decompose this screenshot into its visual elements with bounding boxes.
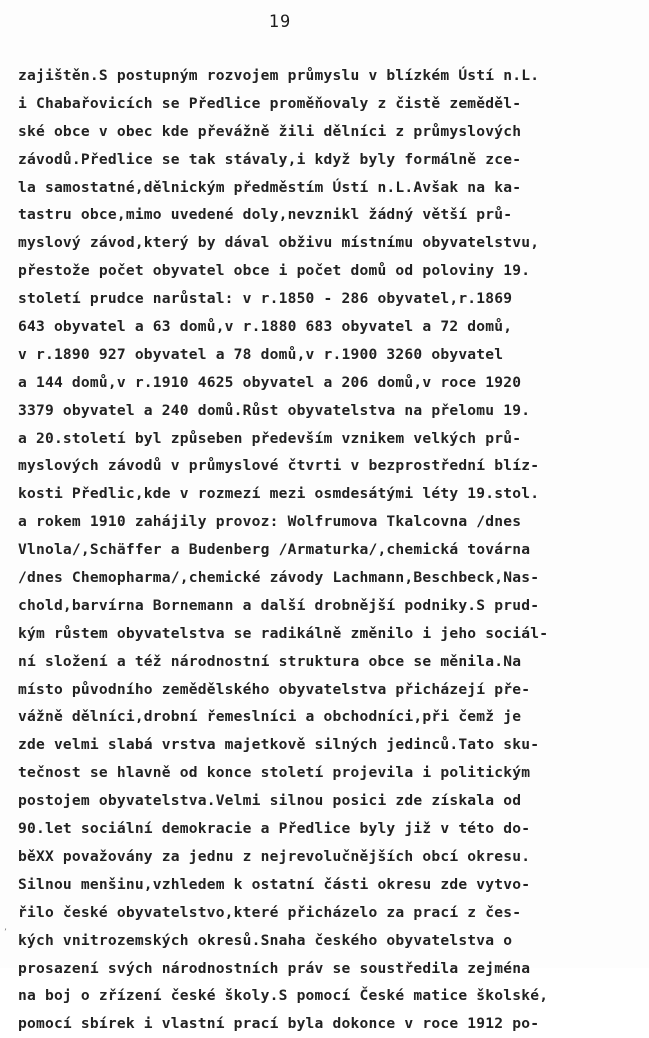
text-line: Vlnola/,Schäffer a Budenberg /Armaturka/,chemická továrna [18,541,531,559]
text-line: řilo české obyvatelstvo,které přicházelo za prací z čes- [18,903,522,921]
text-line: pomocí sbírek i vlastní prací byla dokonce v roce 1912 po- [18,1015,540,1033]
text-line: závodů.Předlice se tak stávaly,i když byly formálně zce- [18,150,522,168]
text-line: tečnost se hlavně od konce století projevila i politickým [18,764,531,782]
text-line: a rokem 1910 zahájily provoz: Wolfrumova Tkalcovna /dnes [18,513,522,531]
text-line: přestože počet obyvatel obce i počet domů od poloviny 19. [18,262,531,280]
text-line: století prudce narůstal: v r.1850 - 286 obyvatel,r.1869 [18,290,513,308]
text-line: /dnes Chemopharma/,chemické závody Lachmann,Beschbeck,Nas- [18,569,540,587]
text-line: kosti Předlic,kde v rozmezí mezi osmdesátými léty 19.stol. [18,485,540,503]
text-line: 3379 obyvatel a 240 domů.Růst obyvatelstva na přelomu 19. [18,401,531,419]
text-line: postojem obyvatelstva.Velmi silnou posici zde získala od [18,792,522,810]
margin-mark: ʼ [4,928,7,938]
text-line: myslový závod,který by dával obživu místnímu obyvatelstvu, [18,234,540,252]
text-line: 643 obyvatel a 63 domů,v r.1880 683 obyvatel a 72 domů, [18,318,513,336]
text-line: tastru obce,mimo uvedené doly,nevznikl žádný větší prů- [18,206,513,224]
text-line: zajištěn.S postupným rozvojem průmyslu v blízkém Ústí n.L. [18,67,540,84]
text-line: místo původního zemědělského obyvatelstva přicházejí pře- [18,680,531,698]
text-line: kým růstem obyvatelstva se radikálně změnilo i jeho sociál- [18,624,549,642]
text-line: myslových závodů v průmyslové čtvrti v bezprostřední blíz- [18,457,540,475]
text-line: ní složení a též národnostní struktura obce se měnila.Na [18,652,522,670]
text-line: prosazení svých národnostních práv se soustředila zejména [18,959,531,977]
text-line: kých vnitrozemských okresů.Snaha českého obyvatelstva o [18,931,513,949]
text-line: vážně dělníci,drobní řemeslníci a obchodníci,při čemž je [18,708,522,726]
text-line: v r.1890 927 obyvatel a 78 domů,v r.1900 3260 obyvatel [18,345,504,363]
text-line: la samostatné,dělnickým předměstím Ústí n.L.Avšak na ka- [18,178,522,196]
body-text [18,62,633,1038]
text-line: a 144 domů,v r.1910 4625 obyvatel a 206 domů,v roce 1920 [18,373,522,391]
text-line: na boj o zřízení české školy.S pomocí České matice školské, [18,987,549,1005]
page-number: 19 [268,12,292,32]
text-line: Silnou menšinu,vzhledem k ostatní části okresu zde vytvo- [18,875,531,893]
text-line: ské obce v obec kde převážně žili dělníci z průmyslových [18,122,522,140]
text-line: chold,barvírna Bornemann a další drobnější podniky.S prud- [18,596,540,614]
text-line: i Chabařovicích se Předlice proměňovaly z čistě zeměděl- [18,94,522,112]
text-line: běXX považovány za jednu z nejrevolučnějších obcí okresu. [18,847,531,865]
text-line: 90.let sociální demokracie a Předlice byly již v této do- [18,820,531,838]
text-line: zde velmi slabá vrstva majetkově silných jedinců.Tato sku- [18,736,540,754]
text-line: a 20.století byl způseben především vznikem velkých prů- [18,429,522,447]
